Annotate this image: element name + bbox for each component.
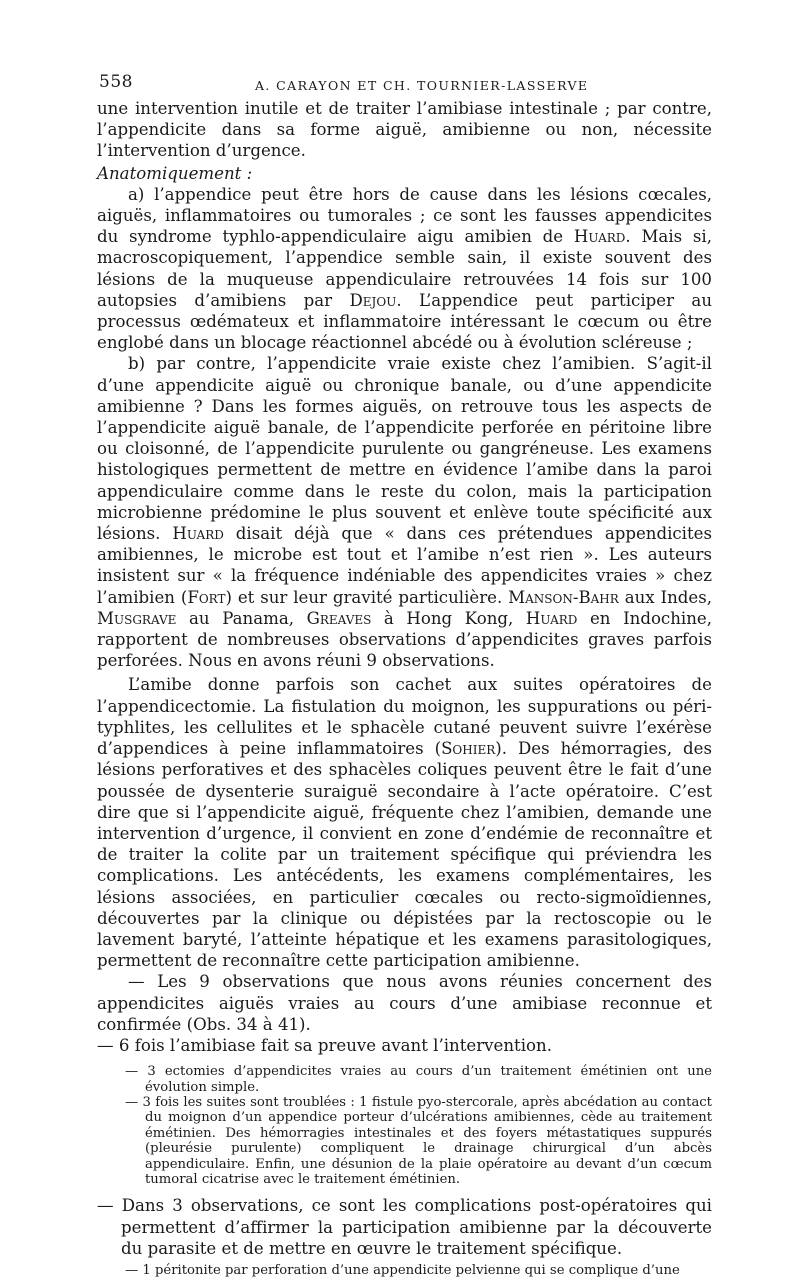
author-fort: Fort [187,587,226,607]
paragraph-2: a) l’appendice peut être hors de cause dans les lésions cœcales, aiguës, inflammatoires ou tumorales ; ce sont les fausses appendicites du syndrome typhlo-appendiculaire aigu amibien de Huard. Mais si, macroscopiquement, l’appendice semble sain, il existe souvent des lésions de la muqueuse appendiculaire retrouvées 14 fois sur 100 autopsies d’amibiens par Dejou. L’appendice peut participer au processus œdémateux et inflammatoire intéressant le cœcum ou être englobé dans un blocage réactionnel abcédé ou à évolution scléreuse ; [97,184,712,353]
paragraph-3: b) par contre, l’appendicite vraie existe chez l’amibien. S’agit-il d’une appendicite aiguë ou chronique banale, ou d’une appendicite amibienne ? Dans les formes aiguës, on retrouve tous les aspects de l’appendicite aiguë banale, de l’appendicite perforée en péritoine libre ou cloisonné, de l’appendicite purulente ou gangréneuse. Les examens histologiques permettent de mettre en évidence l’amibe dans la paroi appendiculaire comme dans le reste du colon, mais la participation microbienne prédomine le plus souvent et enlève toute spécificité aux lésions. Huard disait déjà que « dans ces prétendues appendicites amibiennes, le microbe est tout et l’amibe n’est rien ». Les auteurs insistent sur « la fréquence indéniable des appendicites vraies » chez l’amibien (Fort) et sur leur gravité particulière. Manson-Bahr aux Indes, Musgrave au Panama, Greaves à Hong Kong, Huard en Indochine, rapportent de nombreuses observations d’appendicites graves parfois perforées. Nous en avons réuni 9 observations. [97,354,712,671]
page-header [97,70,712,98]
sub-item-3: — 1 péritonite par perforation d’une appendicite pelvienne qui se complique d’une [125,1263,680,1278]
running-title: A. CARAYON ET CH. TOURNIER-LASSERVE [255,78,589,93]
author-greaves: Greaves [306,608,372,628]
document-page [97,70,712,1278]
author-huard: Huard [525,608,578,628]
page-number: 558 [99,72,133,92]
sub-item-2: — 3 fois les suites sont troublées : 1 fistule pyo-stercorale, après abcédation au contact du moignon d’un appendice porteur d’ulcérations amibiennes, cède au traitement émétinien. Des hémorragies intestinales et des foyers métastatiques suppurés (pleurésie purulente) compliquent le drainage chirurgical d’un abcès appendiculaire. Enfin, une désunion de la plaie opératoire au devant d’un cœcum tumoral cicatrise avec le traitement émétinien. [125,1094,712,1187]
section-heading: Anatomiquement : [97,163,253,183]
author-musgrave: Musgrave [97,608,177,628]
sub-item-1: — 3 ectomies d’appendicites vraies au cours d’un traitement émétinien ont une évolution simple. [125,1064,712,1095]
paragraph-7: — Dans 3 observations, ce sont les complications post-opératoires qui permettent d’affirmer la participation amibienne par la découverte du parasite et de mettre en œuvre le traitement spécifique. [97,1196,712,1258]
paragraph-1: une intervention inutile et de traiter l’amibiase intestinale ; par contre, l’appendicite dans sa forme aiguë, amibienne ou non, nécessite l’intervention d’urgence. [97,99,712,161]
author-huard: Huard [172,524,224,544]
paragraph-4: L’amibe donne parfois son cachet aux suites opératoires de l’appendicectomie. La fistulation du moignon, les suppurations ou péri-typhlites, les cellulites et le sphacèle cutané peuvent suivre l’exérèse d’appendices à peine inflammatoires (Sohier). Des hémorragies, des lésions perforatives et des sphacèles coliques peuvent être le fait d’une poussée de dysenterie suraiguë secondaire à l’acte opératoire. C’est dire que si l’appendicite aiguë, fréquente chez l’amibien, demande une intervention d’urgence, il convient en zone d’endémie de reconnaître et de traiter la colite par un traitement spécifique qui préviendra les complications. Les antécédents, les examens complémentaires, les lésions associées, en particulier cœcales ou recto-sigmoïdiennes, découvertes par la clinique ou dépistées par la rectoscopie ou le lavement baryté, l’atteinte hépatique et les examens parasitologiques, permettent de reconnaître cette participation amibienne. [97,675,712,971]
author-manson-bahr: Manson-Bahr [508,587,619,607]
author-dejou: Dejou [349,290,397,310]
author-huard: Huard [573,227,626,247]
paragraph-5: — Les 9 observations que nous avons réunies concernent des appendicites aiguës vraies au cours d’une amibiase reconnue et confirmée (Obs. 34 à 41). [97,972,712,1034]
author-sohier: Sohier [441,739,496,759]
paragraph-6: — 6 fois l’amibiase fait sa preuve avant l’intervention. [97,1035,552,1055]
